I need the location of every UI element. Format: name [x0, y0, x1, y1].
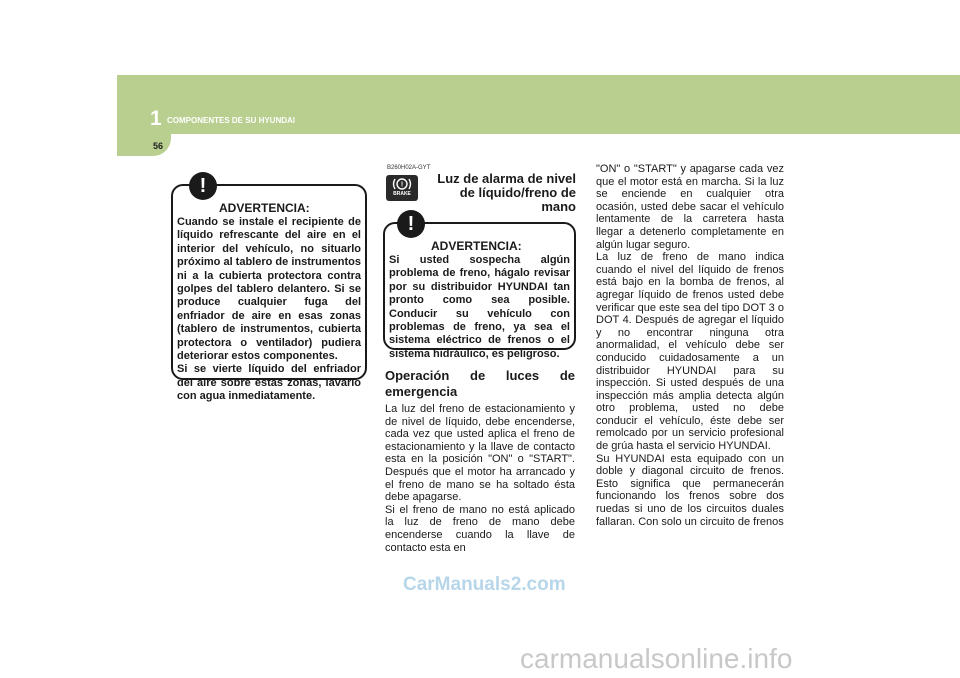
brake-symbol-icon [386, 175, 418, 191]
operation-body [385, 403, 575, 554]
warning-paragraph: Si se vierte líquido del enfriador del aire sobre estas zonas, lavarlo con agua inmediatamente. [177, 363, 361, 403]
warning-body: Si usted sospecha algún problema de freno, hágalo revisar por su distribuidor HYUNDAI tan pronto como sea posible. Conducir su vehículo con problemas de freno, ya sea el sistema eléctrico de frenos o el sistema hidráulico, es peligroso. [389, 254, 570, 360]
watermark-top: CarManuals2.com [403, 574, 566, 595]
warning-icon: ! [189, 172, 217, 200]
watermark-bottom: carmanualsonline.info [520, 643, 793, 674]
brake-warning-icon [386, 175, 418, 201]
warning-box-brake [383, 213, 576, 360]
body-paragraph: "ON" o "START" y apagarse cada vez que el motor está en marcha. Si la luz se enciende en cualquier otra ocasión, usted debe sacar el vehículo lentamente de la carretera hasta llegar a detenerlo completamente en algún lugar seguro. [596, 163, 784, 251]
warning-paragraph: Cuando se instale el recipiente de líquido refrescante del aire en el interior del vehículo, no situarlo próximo al tablero de instrumentos ni a la cubierta protectora contra golpes del tablero delantero. Si se produce cualquier fuga del enfriador de aire en esas zonas (tablero de instrumentos, cubierta protectora o ventilador) pudiera deteriorar estos componentes. [177, 216, 361, 363]
page-number: 56 [153, 141, 164, 151]
right-column-body [596, 163, 784, 528]
body-paragraph: Su HYUNDAI esta equipado con un doble y diagonal circuito de frenos. Esto significa que permanecerán funcionando los frenos sobre dos ruedas si uno de los circuitos duales fallaran. Con solo un circuito de frenos [596, 452, 784, 528]
body-paragraph: La luz de freno de mano indica cuando el nivel del líquido de frenos está bajo en la bomba de frenos, al agregar líquido de frenos usted debe verificar que este sea del tipo DOT 3 o DOT 4. Después de agregar el líquido y no encontrar ninguna otra anormalidad, el vehículo debe ser conducido cuidadosamente a un distribuidor HYUNDAI para su inspección. Si usted después de una inspección más amplia detecta algún otro problema, usted no debe conducir el vehículo, éste debe ser remolcado por un servicio profesional de grúa hasta el servicio HYUNDAI. [596, 251, 784, 453]
warning-body [177, 216, 361, 404]
operation-title: Operación de luces de emergencia [385, 368, 575, 399]
header-band [117, 75, 960, 134]
warning-icon: ! [397, 210, 425, 238]
svg-text:!: ! [400, 181, 404, 189]
body-paragraph: Si el freno de mano no está aplicado la luz de freno de mano debe encenderse cuando la llave de contacto esta en [385, 503, 575, 554]
body-paragraph: La luz del freno de estacionamiento y de nivel de líquido, debe encenderse, cada vez que usted aplica el freno de estacionamiento y la llave de contacto esta en la posición "ON" o "START". Después que el motor ha arrancado y el freno de mano se ha soltado ésta debe apagarse. [385, 403, 575, 504]
section-code: B260H02A-GYT [387, 165, 431, 171]
warning-title: ADVERTENCIA: [219, 201, 310, 215]
section-title: Luz de alarma de nivel de líquido/freno de mano [437, 171, 576, 214]
chapter-title: COMPONENTES DE SU HYUNDAI [167, 116, 296, 125]
warning-title: ADVERTENCIA: [431, 239, 522, 253]
warning-box-coolant [171, 175, 367, 403]
brake-icon-label: BRAKE [393, 191, 411, 197]
chapter-number: 1 [150, 107, 162, 130]
